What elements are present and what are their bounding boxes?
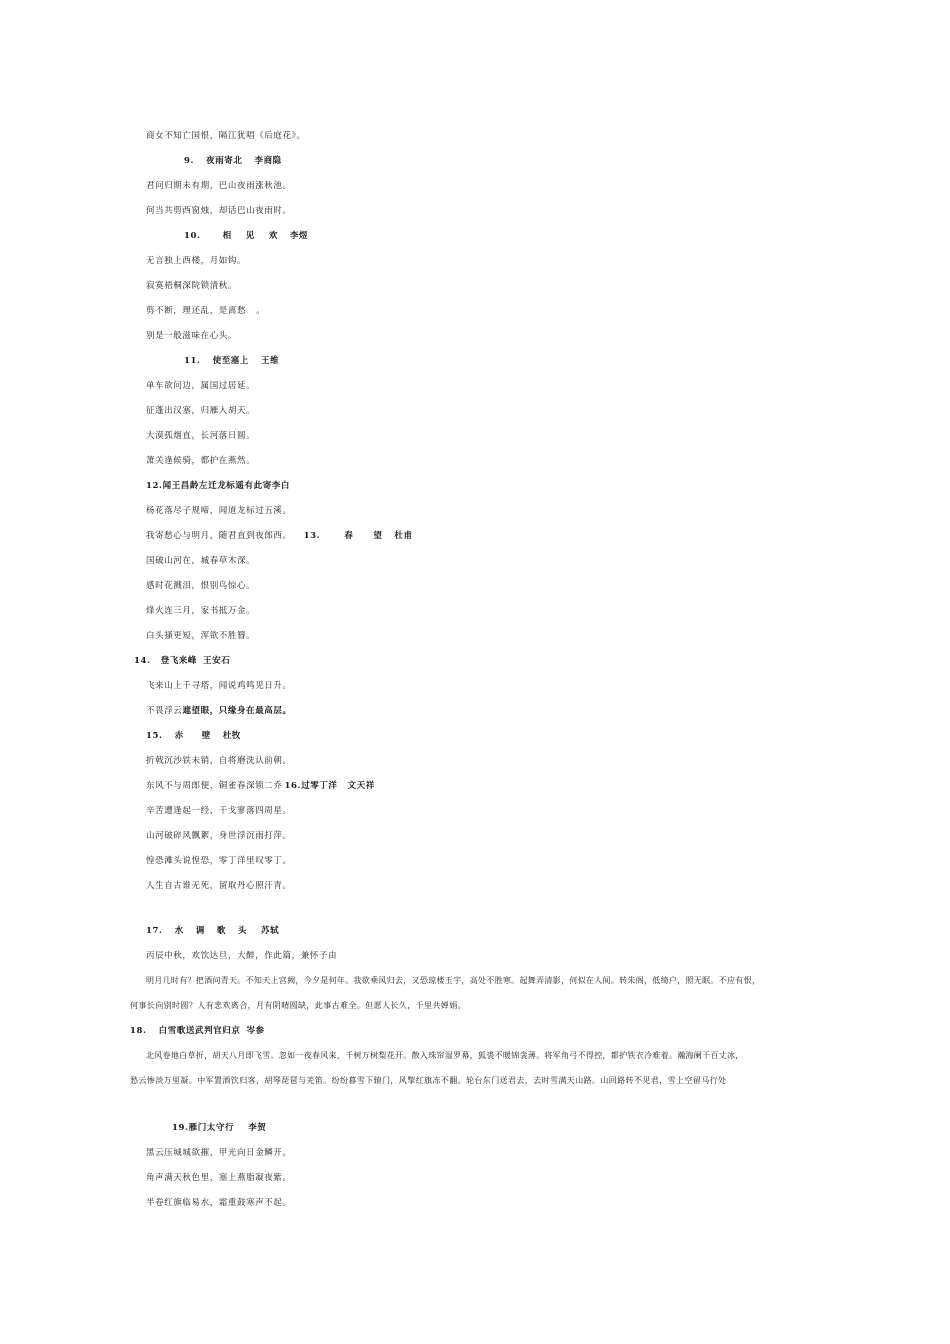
poem-author: 杜牧 <box>222 731 242 741</box>
title-char: 相 <box>222 231 232 241</box>
text-line: 杨花落尽子规啼，闻道龙标过五溪。 <box>146 506 292 516</box>
poem-heading: 12.闻王昌龄左迁龙标遥有此寄李白 <box>146 481 290 491</box>
text-line <box>146 305 265 317</box>
poem-heading <box>184 230 308 242</box>
text-line: 明月几时有？把酒问青天。不知天上宫阙，今夕是何年。我欲乘风归去，又恐琼楼玉宇，高处不胜寒。起舞弄清影，何似在人间。转朱阁，低绮户，照无眠。不应有恨， <box>146 976 761 985</box>
text-line: 北风卷地白草折，胡天八月即飞雪。忽如一夜春风来，千树万树梨花开。散入珠帘湿罗幕，狐裘不暖锦衾薄。将军角弓不得控，都护铁衣冷难着。瀚海阑干百丈冰， <box>146 1051 744 1060</box>
poem-title: 夜雨寄北 <box>206 156 243 166</box>
poem-number: 11. <box>184 356 201 366</box>
text-line <box>146 780 375 792</box>
text-line: 人生自古谁无死，留取丹心照汗青。 <box>146 881 292 891</box>
text-line: 国破山河在，城春草木深。 <box>146 556 256 566</box>
text-line <box>146 705 292 717</box>
text-line: 何事长向别时圆？人有悲欢离合，月有阴晴圆缺，此事古难全。但愿人长久，千里共婵娟。 <box>130 1001 466 1010</box>
title-char: 欢 <box>268 231 278 241</box>
text-fragment: 不畏浮云 <box>146 706 183 716</box>
poem-heading <box>172 1122 266 1134</box>
poem-heading <box>134 655 230 667</box>
text-line: 角声满天秋色里，塞上燕脂凝夜紫。 <box>146 1173 292 1183</box>
text-line: 萧关逢候骑，都护在燕然。 <box>146 456 256 466</box>
text-line: 别是一般滋味在心头。 <box>146 331 238 341</box>
title-char: 赤 <box>174 731 184 741</box>
text-line: 飞来山上千寻塔，闻说鸡鸣见日升。 <box>146 681 292 691</box>
title-char: 歌 <box>216 926 226 936</box>
poem-number: 9. <box>184 156 195 166</box>
text-line: 大漠孤烟直，长河落日圆。 <box>146 431 256 441</box>
poem-author: 王维 <box>261 356 280 366</box>
text-fragment: 。 <box>256 306 266 316</box>
text-line: 白头搔更短，浑欲不胜簪。 <box>146 631 256 641</box>
title-char: 调 <box>195 926 205 936</box>
poem-number: 14. <box>134 656 151 666</box>
poem-author: 杜甫 <box>394 531 413 541</box>
text-line: 单车欲问边，属国过居延。 <box>146 381 256 391</box>
title-char: 水 <box>174 926 184 936</box>
poem-number: 15. <box>146 731 163 741</box>
poem-number: 10. <box>184 231 201 241</box>
poem-author: 苏轼 <box>261 926 280 936</box>
poem-heading <box>184 155 282 167</box>
poem-heading <box>146 730 241 742</box>
text-line: 半卷红旗临易水，霜重鼓寒声不起。 <box>146 1198 292 1208</box>
text-line: 寂寞梧桐深院锁清秋。 <box>146 281 238 291</box>
poem-heading <box>184 355 279 367</box>
poem-heading <box>130 1025 265 1037</box>
poem-title: 19.雁门太守行 <box>172 1123 235 1133</box>
text-line: 烽火连三月，家书抵万金。 <box>146 606 256 616</box>
text-line: 君问归期未有期，巴山夜雨涨秋池。 <box>146 181 292 191</box>
title-char: 壁 <box>201 731 211 741</box>
title-char: 头 <box>237 926 248 936</box>
poem-title: 登飞来峰 <box>160 656 197 666</box>
text-line: 山河破碎风飘絮，身世浮沉雨打萍。 <box>146 831 292 841</box>
poem-number: 17. <box>146 926 163 936</box>
text-line: 何当共剪西窗烛，却话巴山夜雨时。 <box>146 206 292 216</box>
poem-title: 白雪歌送武判官归京 <box>158 1026 241 1036</box>
text-fragment: 遮望眼，只缘身在最高层。 <box>182 706 292 716</box>
poem-author: 文天祥 <box>347 781 375 791</box>
text-fragment: 剪不断，理还乱，是离愁 <box>146 306 247 316</box>
text-line: 感时花溅泪，恨别鸟惊心。 <box>146 581 256 591</box>
poem-number: 18. <box>130 1026 147 1036</box>
text-fragment: 东风不与周郎便，铜雀春深锁二乔 <box>146 781 283 791</box>
poem-author: 李煜 <box>289 231 309 241</box>
text-line: 愁云惨淡万里凝。中军置酒饮归客，胡琴琵琶与羌笛。纷纷暮雪下辕门，风掣红旗冻不翻。轮台东门送君去，去时雪满天山路。山回路转不见君，雪上空留马行处 <box>130 1076 727 1085</box>
poem-author: 李商隐 <box>254 156 282 166</box>
text-line <box>146 530 413 542</box>
title-char: 见 <box>245 231 255 241</box>
text-line: 征蓬出汉塞，归雁入胡天。 <box>146 406 256 416</box>
poem-title: 使至塞上 <box>212 356 249 366</box>
text-line: 辛苦遭逢起一经，干戈寥落四周星。 <box>146 806 292 816</box>
text-fragment: 我寄愁心与明月，随君直到夜郎西。 <box>146 531 292 541</box>
title-char: 望 <box>373 531 383 541</box>
text-line: 丙辰中秋，欢饮达旦，大醉，作此篇，兼怀子由 <box>146 951 338 961</box>
poem-author: 李贺 <box>248 1123 267 1133</box>
text-line: 折戟沉沙铁未销，自将磨洗认前朝。 <box>146 756 292 766</box>
title-char: 春 <box>344 531 354 541</box>
poem-title: 16.过零丁洋 <box>284 781 338 791</box>
poem-number: 13. <box>303 531 321 541</box>
text-line: 无言独上西楼，月如钩。 <box>146 256 247 266</box>
poem-author: 王安石 <box>203 656 231 666</box>
poem-heading <box>146 925 279 937</box>
poem-author: 岑参 <box>246 1026 265 1036</box>
text-line: 黑云压城城欲摧，甲光向日金鳞开。 <box>146 1148 292 1158</box>
text-line: 商女不知亡国恨，隔江犹唱《后庭花》。 <box>146 131 306 141</box>
text-line: 惶恐滩头说惶恐，零丁洋里叹零丁。 <box>146 856 292 866</box>
